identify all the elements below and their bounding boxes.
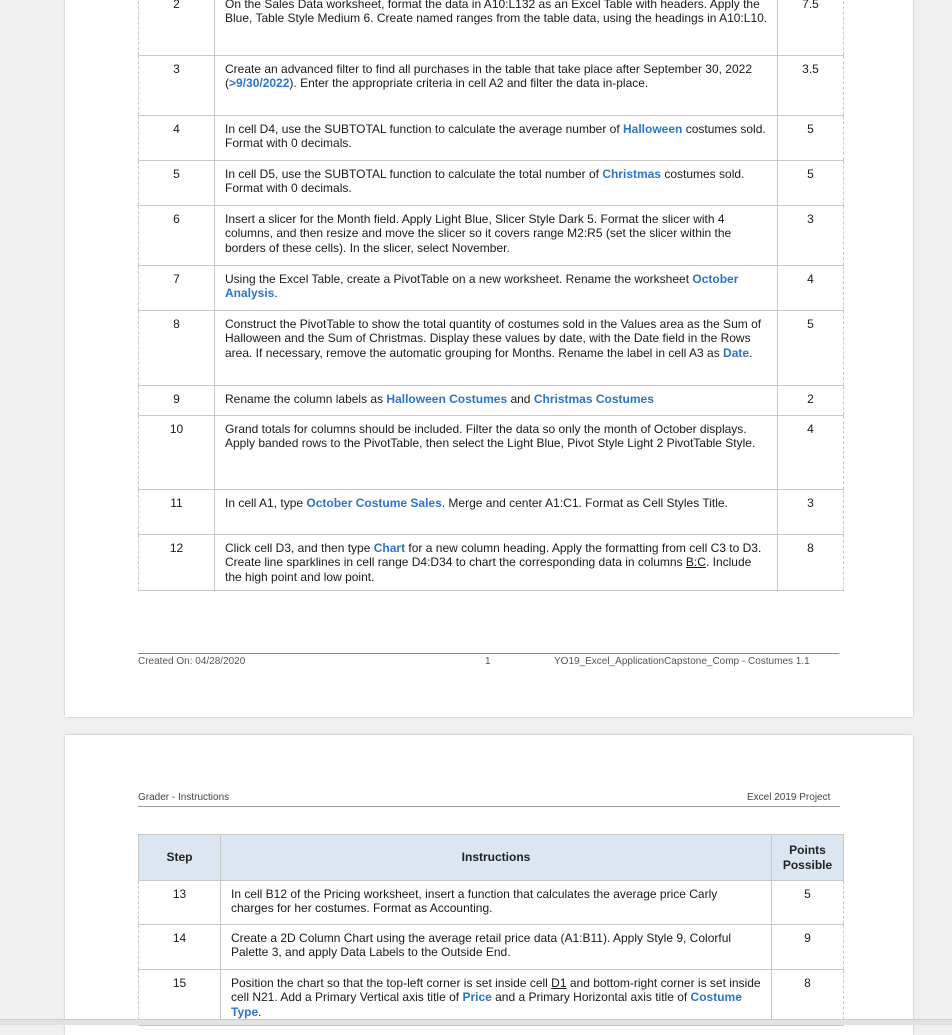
table-row xyxy=(139,266,844,311)
step-number: 12 xyxy=(139,535,215,591)
points-value: 5 xyxy=(772,881,844,925)
table-row xyxy=(139,881,844,925)
footer-divider xyxy=(138,653,839,654)
instruction-segment: Position the chart so that the top-left corner is set inside cell xyxy=(231,976,552,990)
highlighted-value: October Costume Sales xyxy=(306,496,442,510)
highlighted-value: Halloween xyxy=(623,122,683,136)
table-row xyxy=(139,56,844,116)
step-number: 10 xyxy=(139,416,215,490)
instruction-segment: Click cell D3, and then type xyxy=(225,541,374,555)
instruction-segment: and a Primary Horizontal axis title of xyxy=(491,990,691,1005)
instruction-text xyxy=(215,490,778,535)
points-value: 3 xyxy=(778,490,844,535)
points-value: 4 xyxy=(778,416,844,490)
instruction-segment: In cell D4, use the SUBTOTAL function to calculate the average number of xyxy=(225,122,623,136)
instruction-segment: and xyxy=(507,392,534,406)
column-header-points: Points Possible xyxy=(772,835,844,881)
instruction-segment: . Merge and center A1:C1. Format as Cell Styles Title. xyxy=(441,496,728,510)
step-number: 5 xyxy=(139,161,215,206)
step-number: 8 xyxy=(139,311,215,386)
instruction-segment: Insert a slicer for the Month field. Apply Light Blue, Slicer Style Dark 5. Format the slicer with 4 columns, and then resize and move the slicer so it covers range M2:R5 (set the slicer within the borders of these cells). In the slicer, select November. xyxy=(225,212,732,255)
points-value: 4 xyxy=(778,266,844,311)
footer-document-name: YO19_Excel_ApplicationCapstone_Comp - Costumes 1.1 xyxy=(554,656,810,667)
step-number: 2 xyxy=(139,0,215,56)
instruction-text xyxy=(221,881,772,925)
instruction-text xyxy=(215,0,778,56)
instruction-segment: Create an advanced filter to find all purchases in the table that take place after September 30, 2022 ( xyxy=(225,62,752,91)
instruction-text xyxy=(221,970,772,1026)
highlighted-value: October Analysis xyxy=(225,272,739,301)
step-number: 4 xyxy=(139,116,215,161)
highlighted-value: Christmas xyxy=(602,167,661,181)
step-number: 9 xyxy=(139,386,215,416)
footer-created-date: Created On: 04/28/2020 xyxy=(138,656,246,667)
instruction-segment: Construct the PivotTable to show the total quantity of costumes sold in the Values area as the Sum of Halloween and the Sum of Christmas. Display these values by date, with the Date field in the Rows area. If necessary, remove the automatic grouping for Months. Rename the label in cell A3 as xyxy=(225,317,762,360)
step-number: 13 xyxy=(139,881,221,925)
highlighted-value: Date xyxy=(723,345,750,360)
table-row xyxy=(139,386,844,416)
instruction-text xyxy=(215,535,778,591)
instruction-text xyxy=(215,266,778,311)
footer-page-number: 1 xyxy=(485,656,491,667)
instruction-text xyxy=(215,311,778,386)
underlined-reference: B:C xyxy=(685,555,706,570)
instruction-segment: costumes sold. Format with 0 decimals. xyxy=(225,167,745,196)
instruction-text xyxy=(221,925,772,970)
highlighted-value: Price xyxy=(462,990,492,1005)
column-header-instructions: Instructions xyxy=(221,835,772,881)
step-number: 3 xyxy=(139,56,215,116)
instruction-segment: Rename the column labels as xyxy=(225,392,387,406)
header-right: Excel 2019 Project xyxy=(747,792,831,803)
instruction-segment: and bottom-right corner is set inside cell N21. Add a Primary Vertical axis title of xyxy=(231,976,761,1005)
instruction-segment: for a new column heading. Apply the formatting from cell C3 to D3. Create line sparklines in cell range D4:D34 to chart the corresponding data in columns xyxy=(225,541,762,570)
table-row xyxy=(139,490,844,535)
instruction-segment: In cell D5, use the SUBTOTAL function to calculate the total number of xyxy=(225,167,603,181)
instruction-text xyxy=(215,386,778,416)
instruction-segment: Create a 2D Column Chart using the average retail price data (A1:B11). Apply Style 9, Colorful Palette 3, and apply Data Labels to the Outside End. xyxy=(231,931,732,960)
document-page-2 xyxy=(65,735,913,1035)
instruction-text xyxy=(215,116,778,161)
instructions-table xyxy=(138,0,844,591)
table-row xyxy=(139,535,844,591)
header-divider xyxy=(138,806,840,807)
highlighted-value: Christmas Costumes xyxy=(533,392,654,406)
instruction-segment: In cell A1, type xyxy=(225,496,307,510)
points-value: 3.5 xyxy=(778,56,844,116)
instruction-segment: . xyxy=(258,1004,262,1019)
step-number: 6 xyxy=(139,206,215,266)
document-page-1 xyxy=(65,0,913,717)
step-number: 7 xyxy=(139,266,215,311)
points-value: 5 xyxy=(778,311,844,386)
points-value: 5 xyxy=(778,116,844,161)
instruction-segment: Grand totals for columns should be included. Filter the data so only the month of October displays. Apply banded rows to the PivotTable, then select the Light Blue, Pivot Style Light 2 PivotTable Style. xyxy=(225,422,756,451)
table-row xyxy=(139,116,844,161)
points-value: 7.5 xyxy=(778,0,844,56)
table-row xyxy=(139,925,844,970)
instruction-text xyxy=(215,56,778,116)
table-row xyxy=(139,970,844,1026)
instruction-segment: . xyxy=(749,345,753,360)
table-row xyxy=(139,206,844,266)
instruction-text xyxy=(215,161,778,206)
points-value: 8 xyxy=(778,535,844,591)
instruction-segment: Using the Excel Table, create a PivotTable on a new worksheet. Rename the worksheet xyxy=(225,272,693,286)
instruction-segment: On the Sales Data worksheet, format the data in A10:L132 as an Excel Table with headers. Apply the Blue, Table Style Medium 6. Create named ranges from the table data, using the headings in A10:L10. xyxy=(225,0,768,26)
instruction-segment: costumes sold. Format with 0 decimals. xyxy=(225,122,766,151)
table-row xyxy=(139,416,844,490)
points-value: 5 xyxy=(778,161,844,206)
points-value: 2 xyxy=(778,386,844,416)
points-value: 9 xyxy=(772,925,844,970)
instruction-segment: ). Enter the appropriate criteria in cell A2 and filter the data in-place. xyxy=(289,76,649,91)
window-bottom-edge xyxy=(0,1019,952,1025)
highlighted-value: Costume Type xyxy=(231,990,742,1019)
underlined-reference: D1 xyxy=(551,976,567,990)
instruction-segment: . xyxy=(274,286,278,301)
table-row xyxy=(139,161,844,206)
table-row xyxy=(139,311,844,386)
instruction-segment: . Include the high point and low point. xyxy=(225,555,752,584)
points-value: 3 xyxy=(778,206,844,266)
header-left: Grader - Instructions xyxy=(138,792,230,803)
column-header-step: Step xyxy=(139,835,221,881)
step-number: 15 xyxy=(139,970,221,1026)
instruction-text xyxy=(215,416,778,490)
instructions-table xyxy=(138,834,844,1026)
step-number: 14 xyxy=(139,925,221,970)
table-header-row xyxy=(139,835,844,881)
highlighted-value: >9/30/2022 xyxy=(229,76,290,91)
instruction-segment: In cell B12 of the Pricing worksheet, insert a function that calculates the average price Carly charges for her costumes. Format as Accounting. xyxy=(231,887,718,916)
instruction-text xyxy=(215,206,778,266)
table-row xyxy=(139,0,844,56)
highlighted-value: Halloween Costumes xyxy=(386,392,508,406)
highlighted-value: Chart xyxy=(373,541,406,555)
points-value: 8 xyxy=(772,970,844,1026)
step-number: 11 xyxy=(139,490,215,535)
